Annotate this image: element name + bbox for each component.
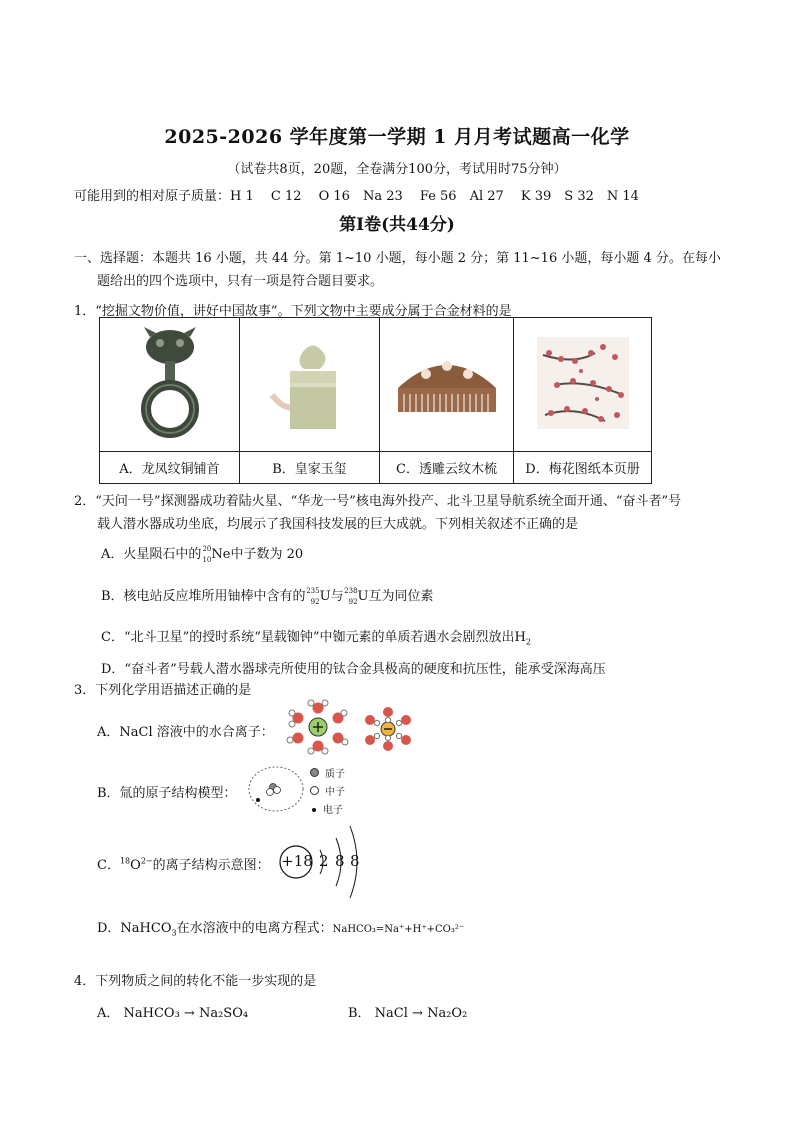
u-symbol-2: U bbox=[357, 589, 369, 604]
legend-electron bbox=[310, 802, 345, 820]
ne-mass-number: 20 bbox=[202, 544, 212, 553]
ne-nuclide bbox=[201, 544, 212, 564]
q1-image-c bbox=[380, 318, 514, 452]
u238-mass-number: 238 bbox=[344, 586, 358, 595]
q3-option-c[interactable] bbox=[97, 854, 270, 873]
jade-seal-icon bbox=[260, 325, 360, 440]
q3-option-a[interactable]: A．NaCl 溶液中的水合离子： bbox=[97, 725, 274, 740]
q1-option-c[interactable]: C．透雕云纹木梳 bbox=[380, 452, 514, 484]
q2-a-text: A．火星陨石中的 bbox=[101, 547, 202, 562]
nucleus-charge: +18 bbox=[281, 852, 313, 870]
q2-option-c[interactable] bbox=[101, 626, 531, 647]
q2-stem-line-2: 载人潜水器成功坐底，均展示了我国科技发展的巨大成就。下列相关叙述不正确的是 bbox=[97, 517, 579, 532]
q2-b-conjunction: 与 bbox=[330, 589, 344, 604]
instructions-line-1: 一、选择题：本题共 16 小题，共 44 分。第 1~10 小题，每小题 2 分；第 11~16 小题，每小题 4 分。在每小 bbox=[74, 251, 721, 266]
electron-dot-icon bbox=[312, 808, 316, 812]
atomic-masses: 可能用到的相对原子质量：H 1 C 12 O 16 Na 23 Fe 56 Al 27 K 39 S 32 N 14 bbox=[74, 189, 639, 204]
exam-subtitle: （试卷共8页，20题，全卷满分100分，考试用时75分钟） bbox=[227, 162, 567, 177]
q3-option-b[interactable]: B．氚的原子结构模型： bbox=[97, 786, 237, 801]
q3-c-label: C． bbox=[97, 858, 120, 873]
plum-blossom-painting-icon bbox=[535, 335, 631, 431]
u235-mass-number: 235 bbox=[306, 586, 320, 595]
legend-neutron-label: 中子 bbox=[325, 787, 345, 798]
u235-nuclide bbox=[306, 586, 320, 606]
hydrated-cl-ion bbox=[365, 707, 411, 751]
bronze-knocker-icon bbox=[130, 325, 210, 440]
u235-atomic-number: 92 bbox=[310, 597, 320, 606]
q2-a-text-end: 中子数为 20 bbox=[230, 547, 304, 562]
q1-option-a[interactable]: A．龙凤纹铜铺首 bbox=[100, 452, 240, 484]
q1-option-b[interactable]: B．皇家玉玺 bbox=[240, 452, 380, 484]
u238-atomic-number: 92 bbox=[348, 597, 358, 606]
q3-option-d[interactable] bbox=[97, 917, 464, 938]
o-mass-number: 18 bbox=[119, 856, 131, 866]
o-symbol: O bbox=[130, 858, 141, 873]
u238-nuclide bbox=[344, 586, 358, 606]
q1-option-d[interactable]: D．梅花图纸本页册 bbox=[514, 452, 652, 484]
tritium-legend bbox=[310, 766, 345, 820]
q1-image-d bbox=[514, 318, 652, 452]
section-title: 第Ⅰ卷(共44分) bbox=[339, 215, 455, 235]
q3-c-text: 的离子结构示意图： bbox=[152, 858, 270, 873]
q4-option-a[interactable]: A． NaHCO₃ → Na₂SO₄ bbox=[97, 1006, 249, 1021]
q3-stem: 3．下列化学用语描述正确的是 bbox=[74, 683, 252, 698]
q2-b-text-end: 互为同位素 bbox=[368, 589, 434, 604]
q4-stem: 4．下列物质之间的转化不能一步实现的是 bbox=[74, 974, 317, 989]
q3-d-label: D．NaHCO bbox=[97, 921, 172, 936]
q2-option-d[interactable]: D．“奋斗者”号载人潜水器球壳所使用的钛合金具极高的硬度和抗压性，能承受深海高压 bbox=[101, 662, 606, 677]
q1-image-a bbox=[100, 318, 240, 452]
u-symbol: U bbox=[319, 589, 331, 604]
shell-1-electrons: 2 bbox=[319, 852, 329, 870]
legend-neutron bbox=[310, 784, 345, 802]
ne-symbol: Ne bbox=[211, 547, 231, 562]
tritium-model-diagram bbox=[246, 764, 306, 814]
neutron-dot-icon bbox=[310, 786, 319, 795]
o-charge: 2− bbox=[140, 856, 153, 866]
proton-dot-icon bbox=[310, 768, 319, 777]
shell-2-electrons: 8 bbox=[335, 852, 345, 870]
q2-option-b[interactable] bbox=[101, 585, 434, 604]
page-title: 2025-2026 学年度第一学期 1 月月考试题高一化学 bbox=[164, 126, 630, 148]
q2-stem-line-1: 2．“天问一号”探测器成功着陆火星、“华龙一号”核电海外投产、北斗卫星导航系统全面开通、“奋斗者”号 bbox=[74, 494, 682, 509]
hydrated-ions-diagram bbox=[284, 698, 424, 756]
q3-d-text: 在水溶液中的电离方程式： bbox=[176, 921, 333, 936]
hydrated-na-ion bbox=[287, 700, 348, 754]
q2-c-text: C．“北斗卫星”的授时系统“星载铷钟”中铷元素的单质若遇水会剧烈放出H bbox=[101, 630, 526, 645]
wooden-comb-icon bbox=[392, 348, 502, 418]
ne-atomic-number: 10 bbox=[202, 555, 212, 564]
q2-b-text: B．核电站反应堆所用铀棒中含有的 bbox=[101, 589, 306, 604]
q1-artifact-table bbox=[99, 317, 652, 484]
instructions-line-2: 题给出的四个选项中，只有一项是符合题目要求。 bbox=[97, 274, 384, 289]
q4-option-b[interactable]: B． NaCl → Na₂O₂ bbox=[348, 1006, 468, 1021]
q1-stem: 1．“挖掘文物价值，讲好中国故事”。下列文物中主要成分属于合金材料的是 bbox=[74, 304, 512, 319]
legend-proton-label: 质子 bbox=[325, 769, 345, 780]
q2-option-a[interactable] bbox=[101, 543, 303, 562]
q1-image-b bbox=[240, 318, 380, 452]
legend-proton bbox=[310, 766, 345, 784]
hco3-subscript: 3 bbox=[171, 928, 177, 938]
legend-electron-label: 电子 bbox=[323, 805, 343, 816]
shell-3-electrons: 8 bbox=[350, 852, 360, 870]
ionization-equation: NaHCO₃=Na⁺+H⁺+CO₃²⁻ bbox=[332, 924, 465, 935]
h2-subscript: 2 bbox=[525, 637, 531, 647]
